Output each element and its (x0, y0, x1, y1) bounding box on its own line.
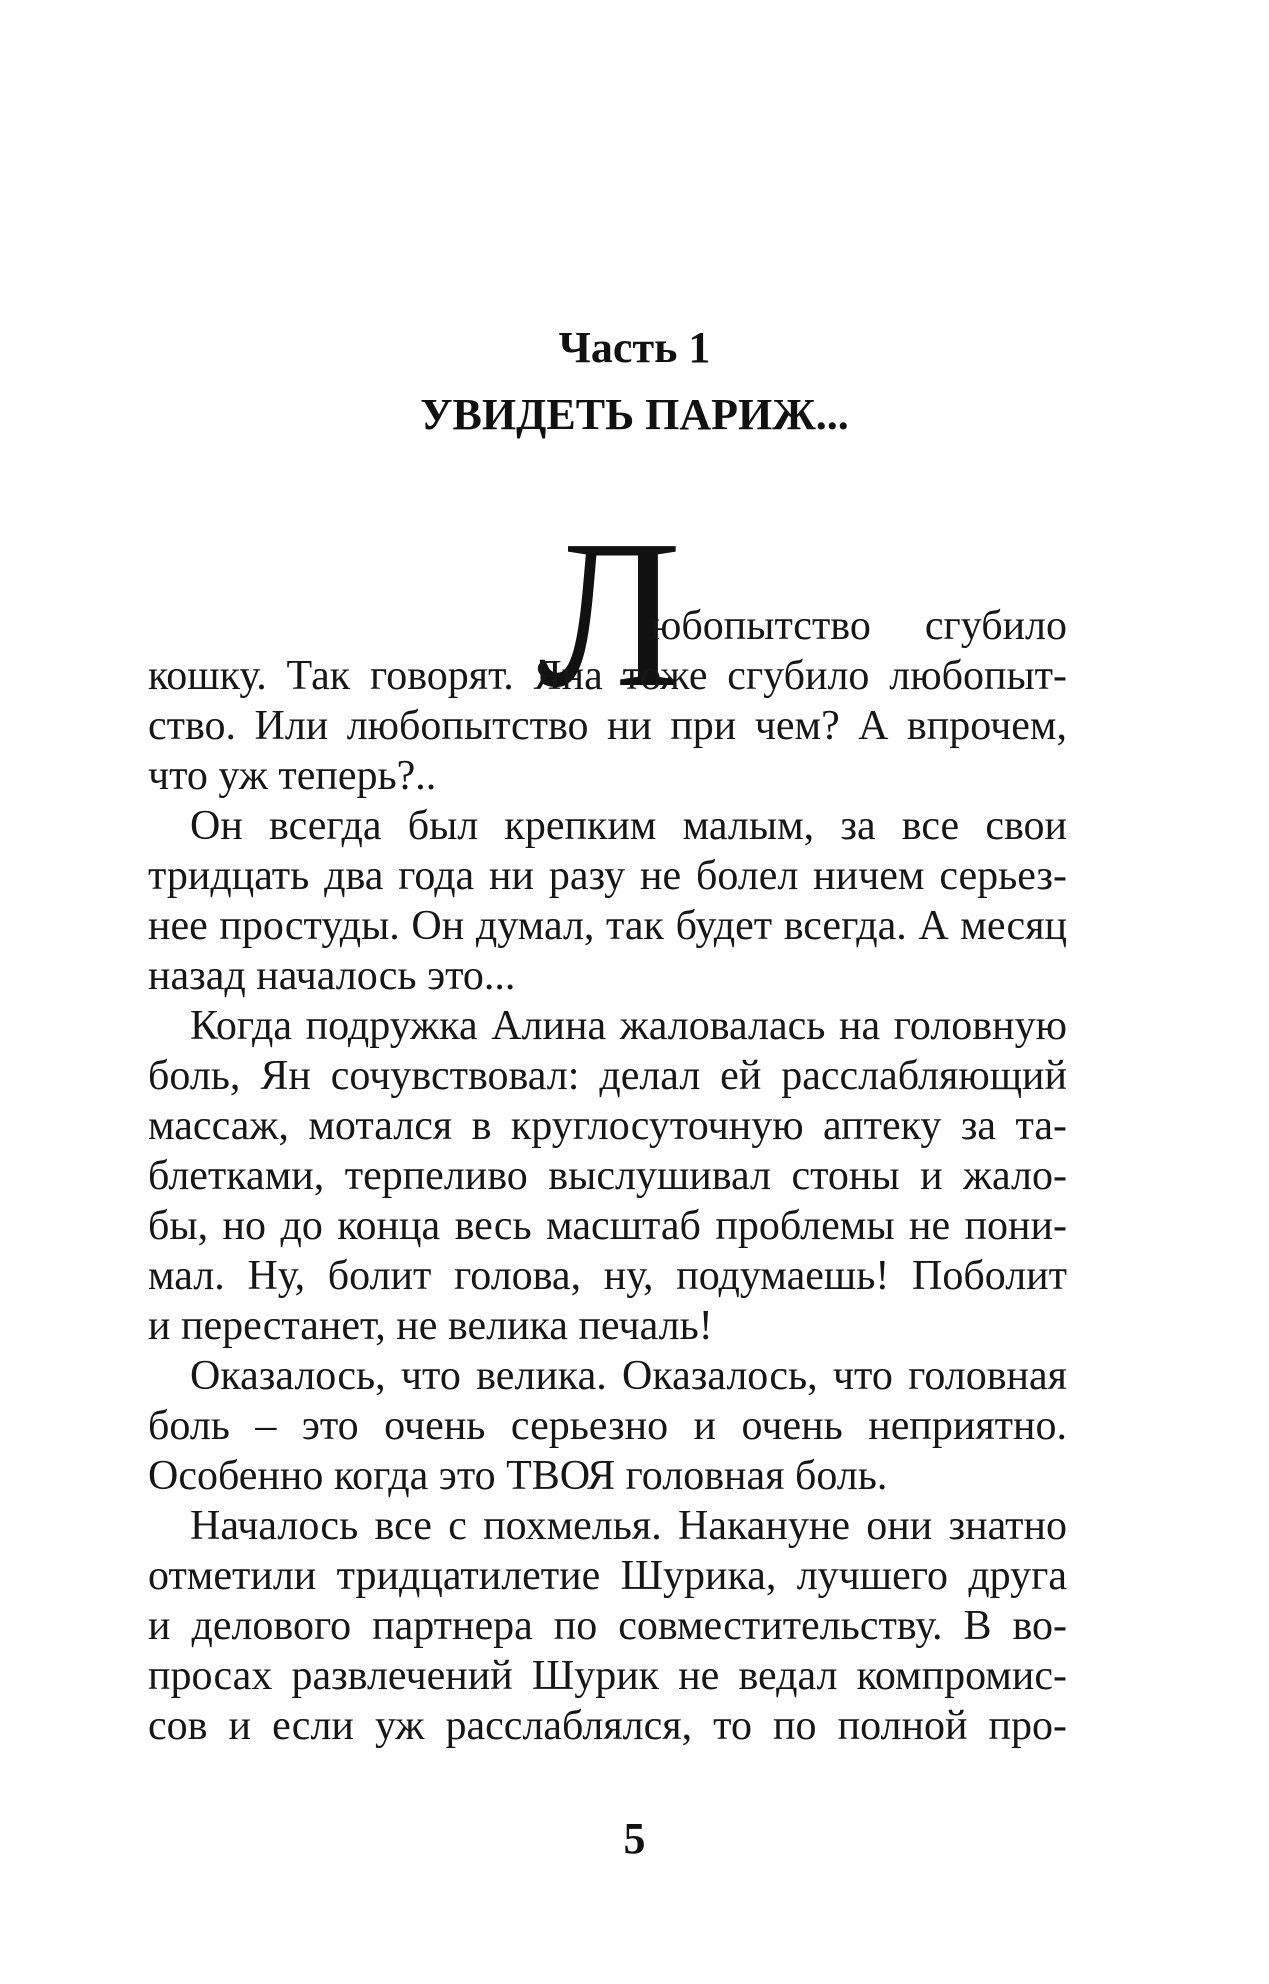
text-line: и делового партнера по совместительству. В во- (148, 1603, 1067, 1649)
text-line: боль, Ян сочувствовал: делал ей расслабляющий (148, 1053, 1067, 1099)
text-line: нее простуды. Он думал, так будет всегда. А месяц (148, 903, 1067, 949)
text-line: Особенно когда это ТВОЯ головная боль. (148, 1453, 888, 1499)
drop-cap: Л (538, 496, 682, 731)
text-line: бы, но до конца весь масштаб проблемы не пони- (148, 1203, 1067, 1249)
text-line: назад началось это... (148, 953, 516, 999)
text-line: Когда подружка Алина жаловалась на головную (190, 1003, 1067, 1049)
text-line: боль – это очень серьезно и очень неприятно. (148, 1403, 1067, 1449)
chapter-title: УВИДЕТЬ ПАРИЖ... (420, 390, 849, 439)
text-line: массаж, мотался в круглосуточную аптеку за та- (148, 1103, 1067, 1149)
part-title: Часть 1 (558, 323, 711, 372)
text-line: Оказалось, что велика. Оказалось, что головная (190, 1353, 1067, 1399)
text-line: мал. Ну, болит голова, ну, подумаешь! Поболит (148, 1253, 1067, 1299)
first-line: юбопытство сгубило (650, 603, 1067, 649)
text-line: отметили тридцатилетие Шурика, лучшего друга (148, 1553, 1067, 1599)
text-line: ство. Или любопытство ни при чем? А впрочем, (148, 703, 1067, 749)
text-line: кошку. Так говорят. Яна тоже сгубило любопыт- (148, 653, 1067, 699)
text-line: просах развлечений Шурик не ведал компромис- (148, 1653, 1067, 1699)
text-line: блетками, терпеливо выслушивал стоны и жало- (148, 1153, 1067, 1199)
text-line: тридцать два года ни разу не болел ничем серьез- (148, 853, 1067, 899)
text-line: что уж теперь?.. (148, 753, 437, 799)
text-line: и перестанет, не велика печаль! (148, 1303, 713, 1349)
text-line: Началось все с похмелья. Накануне они знатно (190, 1503, 1067, 1549)
text-line: сов и если уж расслаблялся, то по полной про- (148, 1703, 1067, 1749)
page-number: 5 (623, 1814, 646, 1863)
text-line: Он всегда был крепким малым, за все свои (190, 803, 1067, 849)
